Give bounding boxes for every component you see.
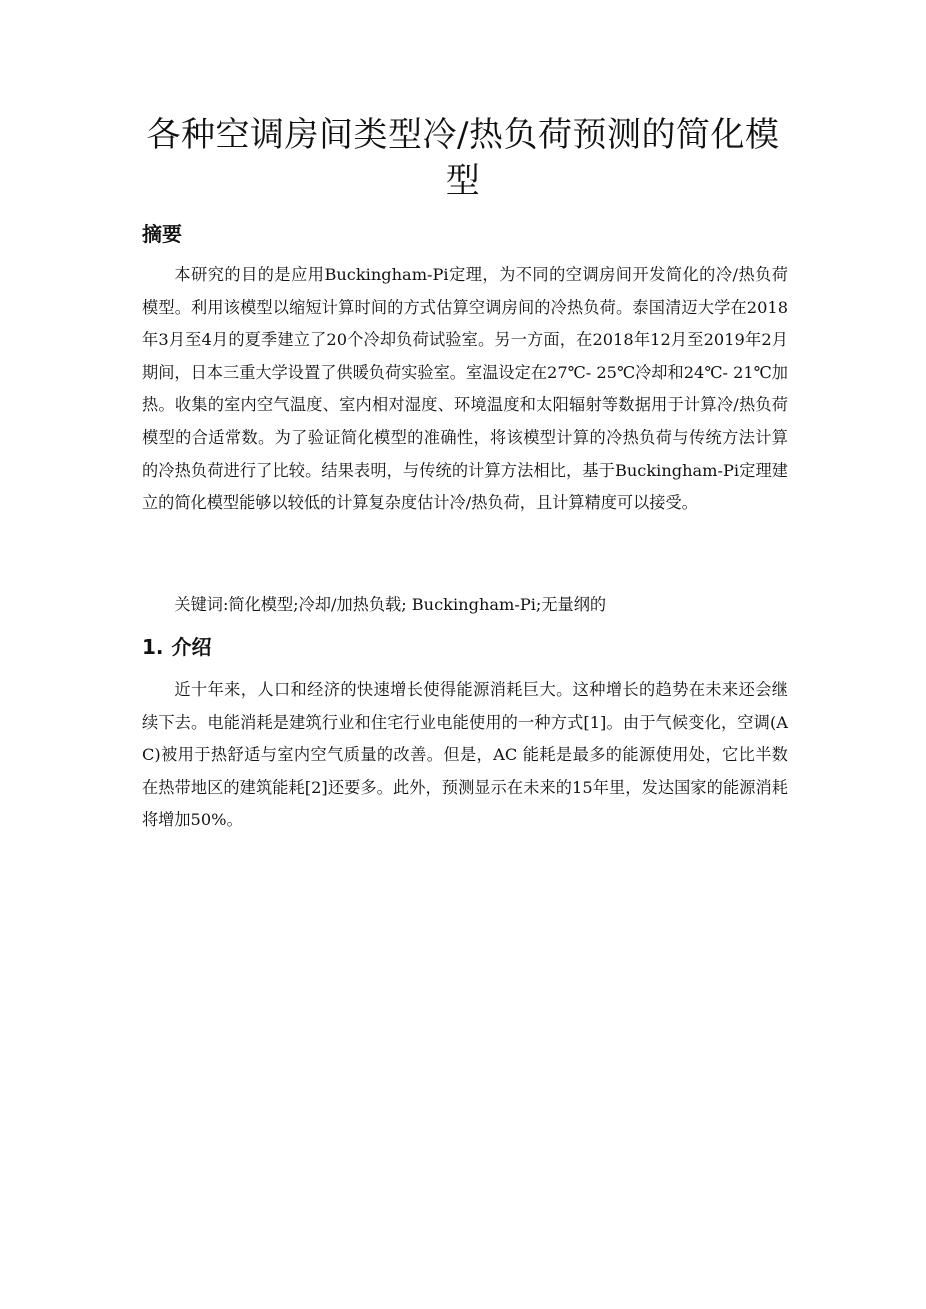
section-1-number: 1.	[142, 635, 164, 659]
section-1-heading	[142, 634, 212, 660]
abstract-heading: 摘要	[142, 222, 182, 246]
keywords-line: 关键词:简化模型;冷却/加热负载; Buckingham-Pi;无量纲的	[174, 595, 607, 614]
introduction-paragraph: 近十年来，人口和经济的快速增长使得能源消耗巨大。这种增长的趋势在未来还会继续下去。电能消耗是建筑行业和住宅行业电能使用的一种方式[1]。由于气候变化，空调(AC)被用于热舒适与室内空气质量的改善。但是，AC 能耗是最多的能源使用处，它比半数在热带地区的建筑能耗[2]还要多。此外，预测显示在未来的15年里，发达国家的能源消耗将增加50%。	[142, 680, 788, 830]
paper-title: 各种空调房间类型冷/热负荷预测的简化模型	[146, 115, 780, 201]
section-1-title: 介绍	[171, 635, 212, 659]
abstract-paragraph: 本研究的目的是应用Buckingham-Pi定理，为不同的空调房间开发简化的冷/热负荷模型。利用该模型以缩短计算时间的方式估算空调房间的冷热负荷。泰国清迈大学在2018年3月至4月的夏季建立了20个冷却负荷试验室。另一方面，在2018年12月至2019年2月期间，日本三重大学设置了供暖负荷实验室。室温设定在27℃- 25℃冷却和24℃- 21℃加热。收集的室内空气温度、室内相对湿度、环境温度和太阳辐射等数据用于计算冷/热负荷模型的合适常数。为了验证简化模型的准确性，将该模型计算的冷热负荷与传统方法计算的冷热负荷进行了比较。结果表明，与传统的计算方法相比，基于Buckingham-Pi定理建立的简化模型能够以较低的计算复杂度估计冷/热负荷，且计算精度可以接受。	[142, 265, 788, 513]
